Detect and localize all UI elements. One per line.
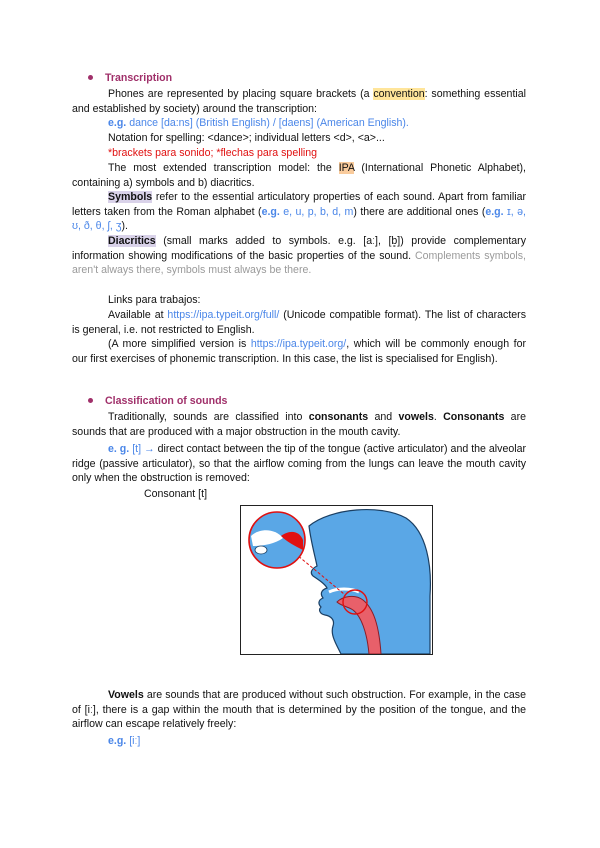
consonant-t-figure (240, 505, 433, 655)
classification-paragraph: Traditionally, sounds are classified into consonants and vowels. Consonants are sounds that are produced with a major obstruction in the mouth cavity. (72, 411, 526, 438)
ipa-paragraph: The most extended transcription model: the IPA (International Phonetic Alphabet), containing a) symbols and b) diacritics. (72, 162, 527, 189)
classification-heading: Classification of sounds (88, 395, 227, 407)
head-illustration (241, 506, 432, 654)
bullet-icon (88, 398, 93, 403)
transcription-paragraph: Phones are represented by placing square brackets (a convention: something essential and established by society) around the transcription: (72, 88, 526, 115)
bullet-icon (88, 75, 93, 80)
transcription-heading: Transcription (88, 72, 172, 84)
diacritics-term: Diacritics (108, 235, 156, 247)
symbols-term: Symbols (108, 191, 153, 203)
brackets-note: *brackets para sonido; *flechas para spelling (108, 147, 318, 159)
links-paragraph-2: (A more simplified version is https://ipa.typeit.org/, which will be commonly enough for our first exercises of phonemic transcription. In this case, the list is specialised for English). (72, 338, 526, 365)
link-ipa-simple[interactable]: https://ipa.typeit.org/ (250, 338, 347, 350)
vowels-paragraph: Vowels are sounds that are produced without such obstruction. For example, in the case of [iː], there is a gap within the mouth that is determined by the position of the tongue, and the airflow can escape relatively freely: (72, 689, 526, 731)
symbols-paragraph: Symbols refer to the essential articulatory properties of each sound. Apart from familiar letters taken from the Roman alphabet (e.g. e, u, p, b, d, m) there are additional ones (e.g. ɪ, ə, ʊ, ð, θ, ʃ, ʒ). (72, 191, 526, 233)
consonant-example: e. g. [t] → direct contact between the tip of the tongue (active articulator) and the alveolar ridge (passive articulator), so that the airflow coming from the lungs can leave the mouth cavity only when the obstruction is removed: (72, 443, 527, 485)
figure-caption: Consonant [t] (144, 488, 208, 500)
highlight-convention: convention (373, 88, 425, 100)
links-paragraph-1: Available at https://ipa.typeit.org/full/ (Unicode compatible format). The list of characters is general, i.e. not restricted to English. (72, 309, 526, 336)
arrow-icon: → (144, 443, 155, 455)
highlight-ipa: IPA (338, 162, 355, 174)
notation-line: Notation for spelling: <dance>; individual letters <d>, <a>... (108, 132, 385, 144)
diacritics-paragraph: Diacritics (small marks added to symbols. e.g. [aː], [b̥]) provide complementary information showing modifications of the basic properties of the sound. Complements symbols, aren't always there, symbols must always be there. (72, 235, 526, 277)
link-ipa-full[interactable]: https://ipa.typeit.org/full/ (167, 309, 280, 321)
vowels-example: e.g. [iː] (108, 735, 141, 747)
links-title: Links para trabajos: (108, 294, 201, 306)
example-dance: e.g. dance [da:ns] (British English) / [daens] (American English). (108, 117, 409, 129)
